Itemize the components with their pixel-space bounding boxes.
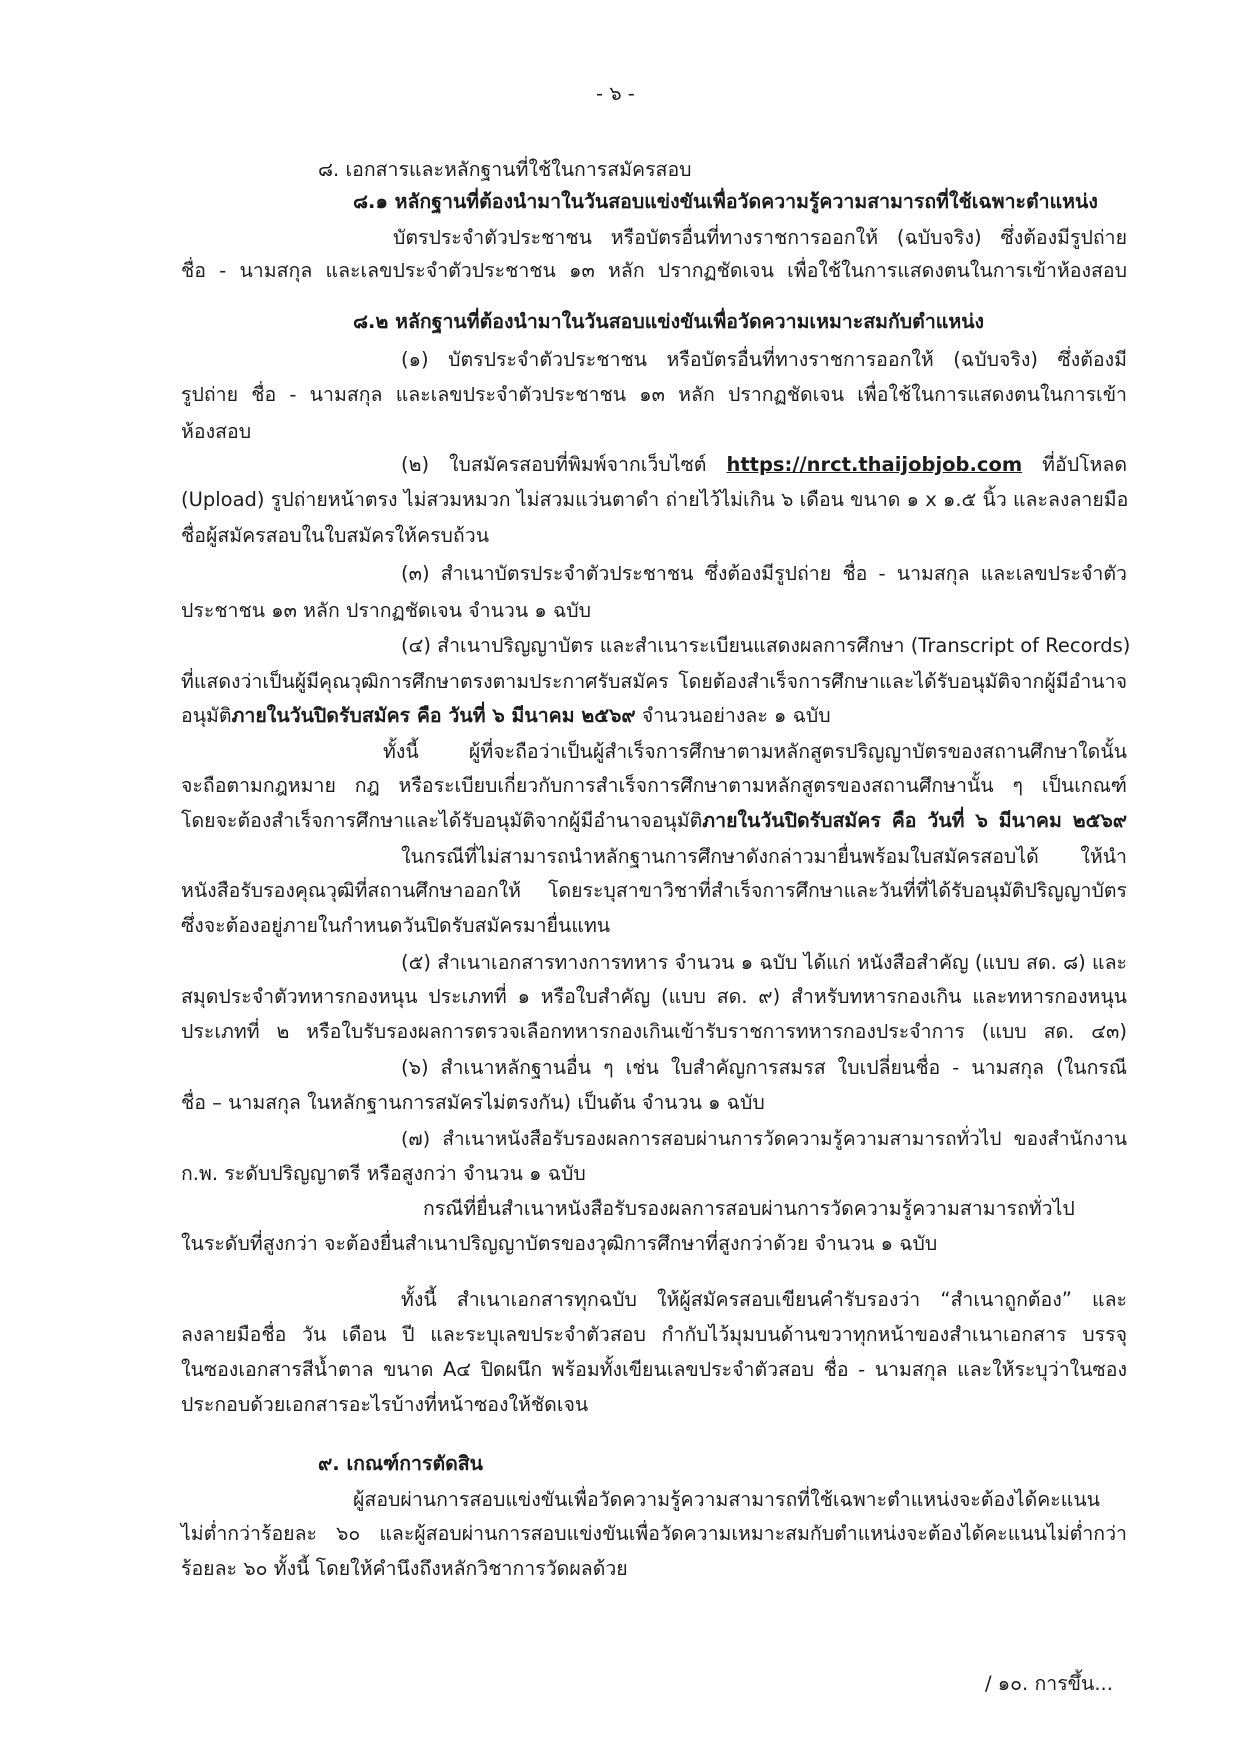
section-8-1-line: บัตรประจำตัวประชาชน หรือบัตรอื่นที่ทางราชการออกให้ (ฉบับจริง) ซึ่งต้องมีรูปถ่าย xyxy=(393,226,1127,249)
website-link[interactable]: https://nrct.thaijobjob.com xyxy=(726,453,1023,476)
item-7-line: กรณีที่ยื่นสำเนาหนังสือรับรองผลการสอบผ่านการวัดความรู้ความสามารถทั่วไป xyxy=(423,1197,1075,1220)
item-4-line: ที่แสดงว่าเป็นผู้มีคุณวุฒิการศึกษาตรงตามประกาศรับสมัคร โดยต้องสำเร็จการศึกษาและได้รับอนุมัติจากผู้มีอำนาจ xyxy=(181,670,1127,693)
item-2-line: (Upload) รูปถ่ายหน้าตรง ไม่สวมหมวก ไม่สวมแว่นตาดำ ถ่ายไว้ไม่เกิน ๖ เดือน ขนาด ๑ x ๑.๕ นิ้ว และลงลายมือ xyxy=(181,488,1129,511)
note-line: ลงลายมือชื่อ วัน เดือน ปี และระบุเลขประจำตัวสอบ กำกับไว้มุมบนด้านขวาทุกหน้าของสำเนาเอกสาร บรรจุ xyxy=(181,1323,1127,1346)
item-6-line: ชื่อ – นามสกุล ในหลักฐานการสมัครไม่ตรงกัน) เป็นต้น จำนวน ๑ ฉบับ xyxy=(181,1091,765,1114)
section-9-line: ร้อยละ ๖๐ ทั้งนี้ โดยให้คำนึงถึงหลักวิชาการวัดผลด้วย xyxy=(181,1557,628,1580)
item-4-line: ในกรณีที่ไม่สามารถนำหลักฐานการศึกษาดังกล่าวมายื่นพร้อมใบสมัครสอบได้ ให้นำ xyxy=(401,845,1127,868)
item-3-line: ประชาชน ๑๓ หลัก ปรากฏชัดเจน จำนวน ๑ ฉบับ xyxy=(181,599,592,622)
item-2-text: (๒) ใบสมัครสอบที่พิมพ์จากเว็บไซต์ xyxy=(401,453,707,476)
item-2-line: ชื่อผู้สมัครสอบในใบสมัครให้ครบถ้วน xyxy=(181,524,490,547)
item-4-text: โดยจะต้องสำเร็จการศึกษาและได้รับอนุมัติจากผู้มีอำนาจอนุมัติ xyxy=(181,809,703,832)
item-4-text: จำนวนอย่างละ ๑ ฉบับ xyxy=(635,704,831,727)
item-4-line: จะถือตามกฎหมาย กฎ หรือระเบียบเกี่ยวกับการสำเร็จการศึกษาตามหลักสูตรของสถานศึกษานั้น ๆ เป็นเกณฑ์ xyxy=(181,774,1127,797)
item-4-text: อนุมัติ xyxy=(181,704,232,727)
note-line: ประกอบด้วยเอกสารอะไรบ้างที่หน้าซองให้ชัดเจน xyxy=(181,1393,589,1416)
item-3-line: (๓) สำเนาบัตรประจำตัวประชาชน ซึ่งต้องมีรูปถ่าย ชื่อ - นามสกุล และเลขประจำตัว xyxy=(401,562,1127,585)
closing-date: ภายในวันปิดรับสมัคร คือ วันที่ ๖ มีนาคม ๒๕๖๙ xyxy=(702,809,1127,832)
closing-date: ภายในวันปิดรับสมัคร คือ วันที่ ๖ มีนาคม ๒๕๖๙ xyxy=(231,704,636,727)
item-1-line: ห้องสอบ xyxy=(181,420,252,443)
section-8-1-heading: ๘.๑ หลักฐานที่ต้องนำมาในวันสอบแข่งขันเพื่อวัดความรู้ความสามารถที่ใช้เฉพาะตำแหน่ง xyxy=(353,190,1098,213)
section-8-heading: ๘. เอกสารและหลักฐานที่ใช้ในการสมัครสอบ xyxy=(318,158,692,181)
page-number: - ๖ - xyxy=(596,82,635,105)
section-9-heading: ๙. เกณฑ์การตัดสิน xyxy=(318,1452,484,1475)
item-4-line: ทั้งนี้ ผู้ที่จะถือว่าเป็นผู้สำเร็จการศึกษาตามหลักสูตรปริญญาบัตรของสถานศึกษาใดนั้น xyxy=(383,740,1127,763)
section-9-line: ไม่ต่ำกว่าร้อยละ ๖๐ และผู้สอบผ่านการสอบแข่งขันเพื่อวัดความเหมาะสมกับตำแหน่งจะต้องได้คะแนนไม่ต่ำกว่า xyxy=(181,1522,1127,1545)
item-4-line: (๔) สำเนาปริญญาบัตร และสำเนาระเบียนแสดงผลการศึกษา (Transcript of Records) xyxy=(401,634,1131,657)
item-1-line: (๑) บัตรประจำตัวประชาชน หรือบัตรอื่นที่ทางราชการออกให้ (ฉบับจริง) ซึ่งต้องมี xyxy=(401,348,1127,371)
section-8-2-heading: ๘.๒ หลักฐานที่ต้องนำมาในวันสอบแข่งขันเพื่อวัดความเหมาะสมกับตำแหน่ง xyxy=(353,310,985,333)
item-5-line: (๕) สำเนาเอกสารทางการทหาร จำนวน ๑ ฉบับ ได้แก่ หนังสือสำคัญ (แบบ สด. ๘) และ xyxy=(401,951,1127,974)
next-page-indicator: / ๑๐. การขึ้น... xyxy=(985,1672,1113,1695)
item-2-text: ที่อัปโหลด xyxy=(1042,453,1128,476)
item-2-line xyxy=(401,451,1127,479)
note-line: ในซองเอกสารสีน้ำตาล ขนาด A๔ ปิดผนึก พร้อมทั้งเขียนเลขประจำตัวสอบ ชื่อ - นามสกุล และให้ระบุว่าในซอง xyxy=(181,1358,1127,1381)
item-4-line xyxy=(181,807,1127,835)
item-1-line: รูปถ่าย ชื่อ - นามสกุล และเลขประจำตัวประชาชน ๑๓ หลัก ปรากฏชัดเจน เพื่อใช้ในการแสดงตนในการเข้า xyxy=(181,383,1127,406)
item-7-line: (๗) สำเนาหนังสือรับรองผลการสอบผ่านการวัดความรู้ความสามารถทั่วไป ของสำนักงาน xyxy=(401,1128,1127,1150)
item-7-line: ในระดับที่สูงกว่า จะต้องยื่นสำเนาปริญญาบัตรของวุฒิการศึกษาที่สูงกว่าด้วย จำนวน ๑ ฉบับ xyxy=(181,1232,938,1255)
item-6-line: (๖) สำเนาหลักฐานอื่น ๆ เช่น ใบสำคัญการสมรส ใบเปลี่ยนชื่อ - นามสกุล (ในกรณี xyxy=(401,1056,1127,1079)
item-7-line: ก.พ. ระดับปริญญาตรี หรือสูงกว่า จำนวน ๑ ฉบับ xyxy=(181,1162,586,1185)
item-4-line: หนังสือรับรองคุณวุฒิที่สถานศึกษาออกให้ โดยระบุสาขาวิชาที่สำเร็จการศึกษาและวันที่ที่ได้รับอนุมัติปริญญาบัตร xyxy=(181,879,1127,902)
item-5-line: สมุดประจำตัวทหารกองหนุน ประเภทที่ ๑ หรือใบสำคัญ (แบบ สด. ๙) สำหรับทหารกองเกิน และทหารกองหนุน xyxy=(181,985,1127,1008)
note-line: ทั้งนี้ สำเนาเอกสารทุกฉบับ ให้ผู้สมัครสอบเขียนคำรับรองว่า “สำเนาถูกต้อง” และ xyxy=(401,1288,1127,1311)
item-4-line: ซึ่งจะต้องอยู่ภายในกำหนดวันปิดรับสมัครมายื่นแทน xyxy=(181,914,611,937)
section-8-1-line: ชื่อ - นามสกุล และเลขประจำตัวประชาชน ๑๓ หลัก ปรากฏชัดเจน เพื่อใช้ในการแสดงตนในการเข้าห้องสอบ xyxy=(181,259,1127,282)
item-4-line xyxy=(181,702,831,730)
item-5-line: ประเภทที่ ๒ หรือใบรับรองผลการตรวจเลือกทหารกองเกินเข้ารับราชการทหารกองประจำการ (แบบ สด. ๔๓) xyxy=(181,1020,1127,1043)
section-9-line: ผู้สอบผ่านการสอบแข่งขันเพื่อวัดความรู้ความสามารถที่ใช้เฉพาะตำแหน่งจะต้องได้คะแนน xyxy=(353,1488,1101,1511)
